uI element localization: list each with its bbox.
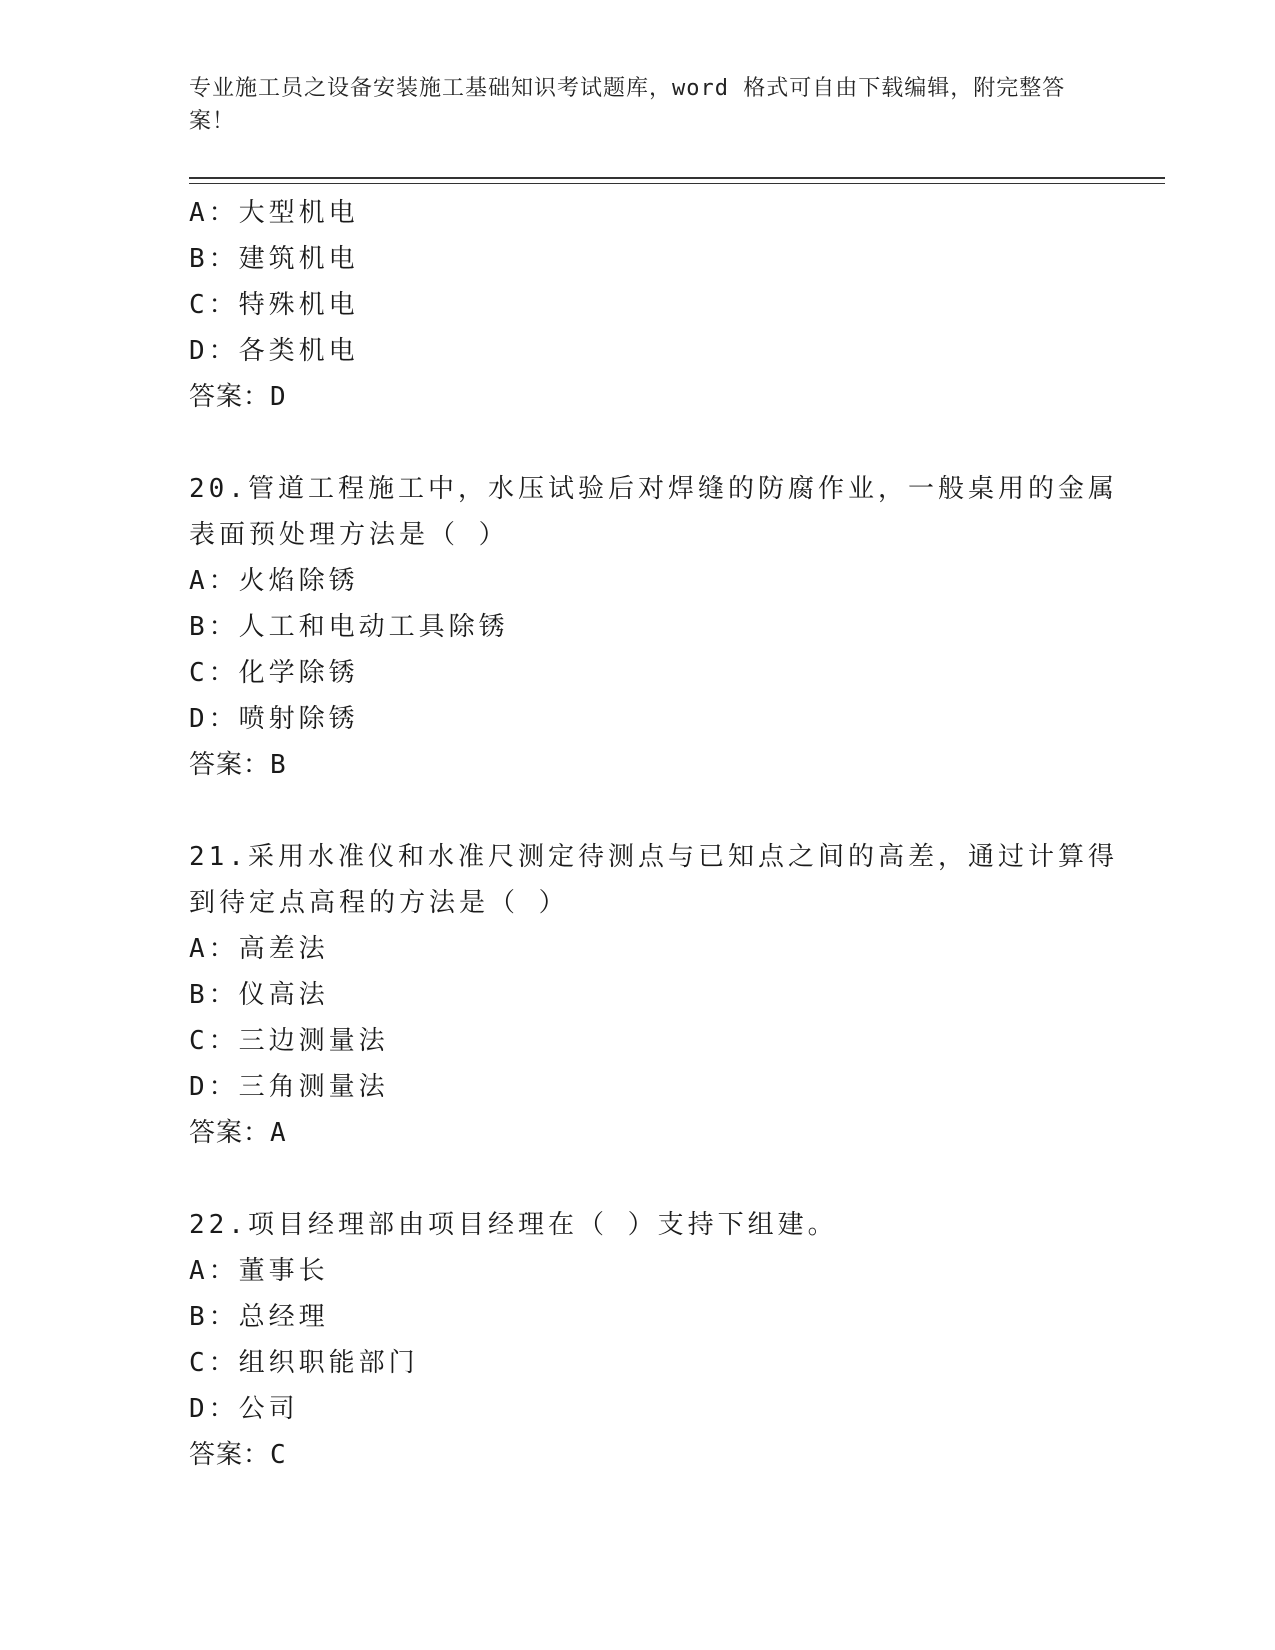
question-stem-line1: 22.项目经理部由项目经理在（ ）支持下组建。 [189, 1210, 838, 1240]
question-number: 21. [189, 842, 248, 872]
option-c: C：化学除锈 [189, 658, 359, 688]
spacer [189, 788, 1089, 834]
question-20 [189, 466, 1118, 788]
question-number: 22. [189, 1210, 248, 1240]
option-a: A：高差法 [189, 934, 329, 964]
header-divider-thick [189, 177, 1165, 179]
prev-question-block [189, 190, 1089, 420]
question-stem-line2: 表面预处理方法是（ ） [189, 520, 509, 550]
question-stem-line1: 21.采用水准仪和水准尺测定待测点与已知点之间的高差，通过计算得 [189, 842, 1118, 872]
option-d: D：喷射除锈 [189, 704, 359, 734]
option-a: A：董事长 [189, 1256, 329, 1286]
document-header [189, 72, 1069, 138]
spacer [189, 1156, 1089, 1202]
option-a: A：大型机电 [189, 198, 359, 228]
spacer [189, 420, 1089, 466]
question-stem-line1: 20.管道工程施工中，水压试验后对焊缝的防腐作业，一般桌用的金属 [189, 474, 1118, 504]
option-b: B：总经理 [189, 1302, 329, 1332]
option-c: C：特殊机电 [189, 290, 359, 320]
header-divider-thin [189, 183, 1165, 184]
option-b: B：人工和电动工具除锈 [189, 612, 509, 642]
header-text: 专业施工员之设备安装施工基础知识考试题库，word 格式可自由下载编辑，附完整答案！ [189, 76, 1066, 134]
answer-line: 答案：A [189, 1118, 287, 1148]
answer-line: 答案：B [189, 750, 287, 780]
question-list [189, 190, 1118, 1478]
option-d: D：三角测量法 [189, 1072, 389, 1102]
question-number: 20. [189, 474, 248, 504]
option-b: B：仪高法 [189, 980, 329, 1010]
question-22 [189, 1202, 1089, 1478]
option-c: C：组织职能部门 [189, 1348, 419, 1378]
option-d: D：各类机电 [189, 336, 359, 366]
option-b: B：建筑机电 [189, 244, 359, 274]
question-21 [189, 834, 1118, 1156]
question-stem-line2: 到待定点高程的方法是（ ） [189, 888, 569, 918]
option-d: D：公司 [189, 1394, 299, 1424]
answer-line: 答案：C [189, 1440, 287, 1470]
option-c: C：三边测量法 [189, 1026, 389, 1056]
option-a: A：火焰除锈 [189, 566, 359, 596]
answer-line: 答案：D [189, 382, 287, 412]
